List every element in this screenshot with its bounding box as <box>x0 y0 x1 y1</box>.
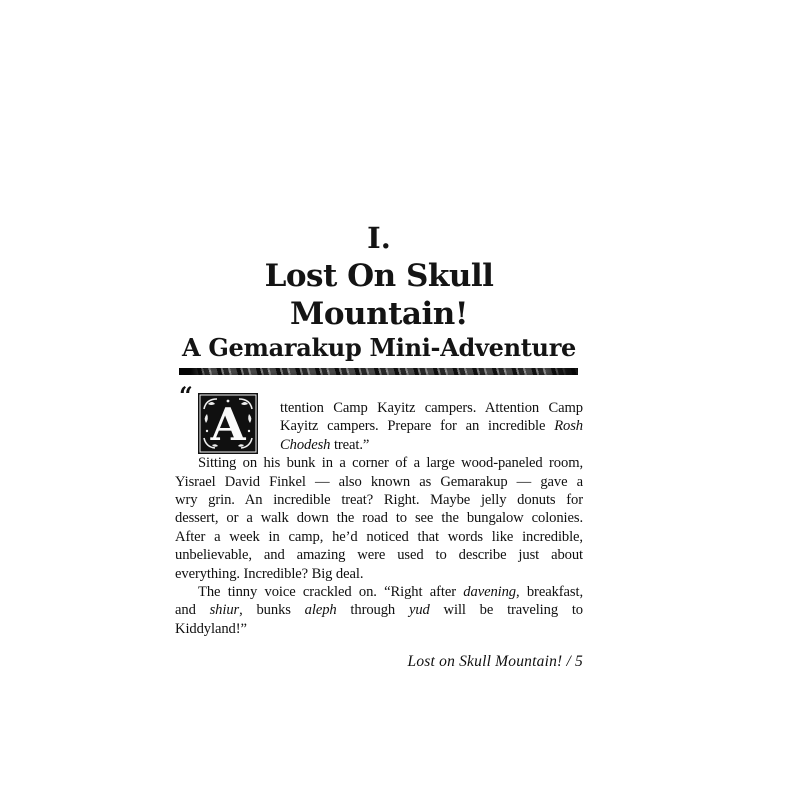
drop-cap-ornament <box>198 393 258 454</box>
text-line: Yisrael David Finkel — also known as Gemarakup — gave a <box>175 473 583 490</box>
text-line: everything. Incredible? Big deal. <box>175 565 364 582</box>
paragraph <box>175 454 583 583</box>
text-line: dessert, or a walk down the road to see the bungalow colonies. <box>175 510 583 527</box>
drop-cap-letter: A <box>210 398 246 451</box>
text-line: Sitting on his bunk in a corner of a large wood-paneled room, <box>198 455 583 472</box>
text-line: After a week in camp, he’d noticed that words like incredible, <box>175 528 583 545</box>
paragraph <box>175 381 583 454</box>
chapter-header <box>175 222 583 375</box>
text-line: wry grin. An incredible treat? Right. Maybe jelly donuts for <box>175 492 583 509</box>
opening-quote-mark: “ <box>179 381 193 410</box>
text-line: unbelievable, and amazing were used to describe just about <box>175 547 583 564</box>
text-line: Kiddyland!” <box>175 620 247 637</box>
drop-cap <box>179 381 258 454</box>
paragraph <box>175 583 583 638</box>
text-line: The tinny voice crackled on. “Right after davening, breakfast, <box>198 584 583 601</box>
chapter-subtitle: A Gemarakup Mini-Adventure <box>181 333 577 362</box>
page-footer <box>175 653 583 671</box>
running-title: Lost on Skull Mountain! / 5 <box>407 653 583 670</box>
chapter-title: Lost On Skull Mountain! <box>264 258 494 332</box>
text-line: ttention Camp Kayitz campers. Attention Camp <box>280 400 583 416</box>
text-line: and shiur, bunks aleph through yud will be traveling to <box>175 602 584 619</box>
decorative-rule <box>179 368 578 375</box>
story-text <box>175 381 584 638</box>
paragraph-lines <box>280 399 583 454</box>
text-line: Chodesh treat.” <box>280 436 370 453</box>
chapter-number: I. <box>367 221 391 255</box>
text-line: Kayitz campers. Prepare for an incredible Rosh <box>280 418 583 435</box>
